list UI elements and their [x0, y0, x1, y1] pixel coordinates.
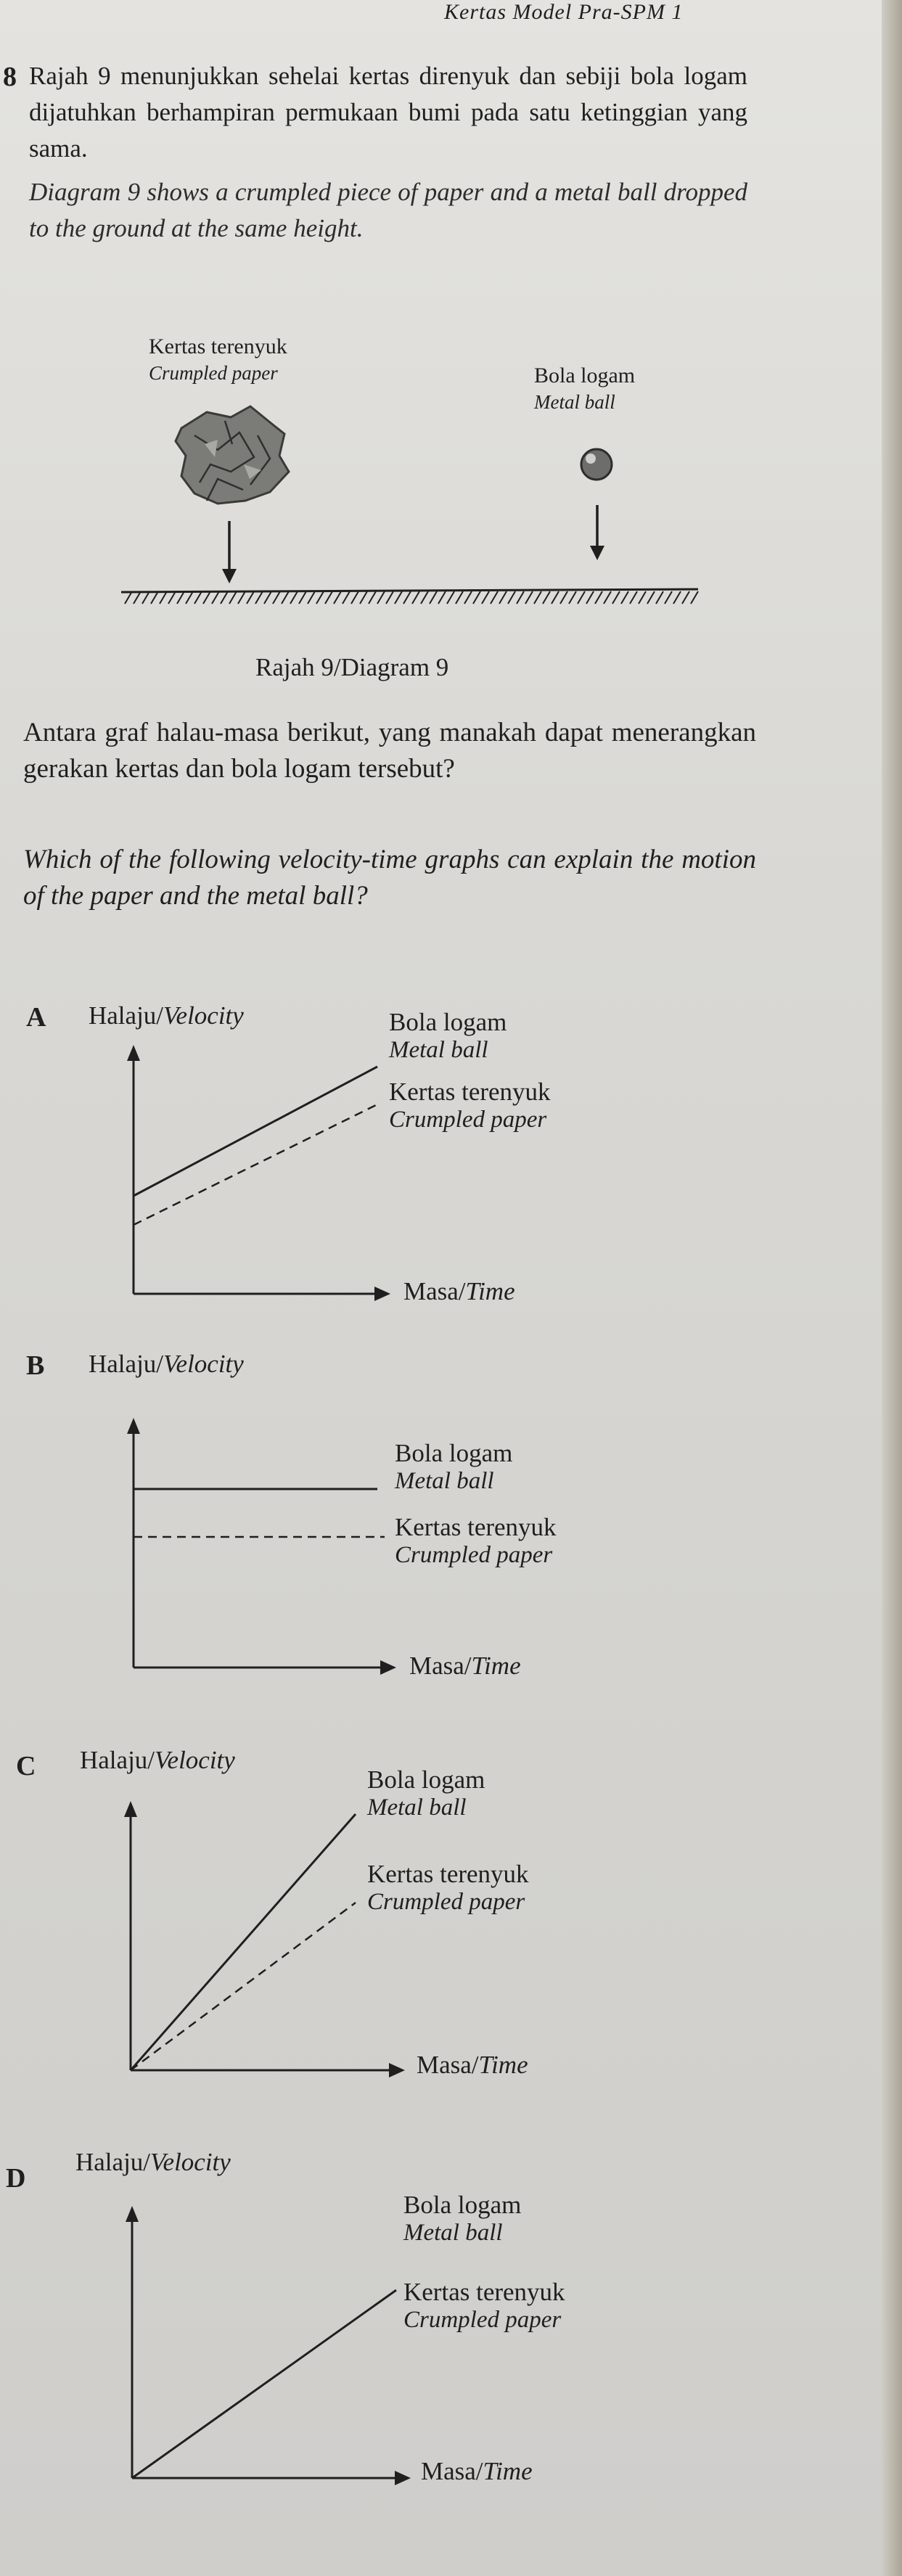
option-c-paper-label: Kertas terenyuk Crumpled paper — [367, 1860, 529, 1915]
option-d-y-axis-label: Halaju/Velocity — [75, 2148, 231, 2176]
paper-label-english: Crumpled paper — [149, 362, 278, 384]
option-d-axes — [126, 2206, 411, 2485]
question-intro-malay: Rajah 9 menunjukkan sehelai kertas direnyuk dan sebiji bola logam dijatuhkan berhampiran permukaan bumi pada satu ketinggian yang sama. — [29, 62, 747, 163]
option-c-letter[interactable]: C — [16, 1751, 36, 1781]
option-c-ball-label: Bola logam Metal ball — [367, 1765, 485, 1821]
option-d-paper-label: Kertas terenyuk Crumpled paper — [403, 2278, 565, 2333]
option-a-paper-label: Kertas terenyuk Crumpled paper — [389, 1078, 551, 1133]
option-a-y-axis-label: Halaju/Velocity — [89, 1001, 244, 1030]
option-d-ball-label: Bola logam Metal ball — [403, 2191, 522, 2246]
option-c-x-axis-label: Masa/Time — [417, 2051, 528, 2079]
option-d-x-axis-label: Masa/Time — [421, 2457, 533, 2485]
question-prompt-malay: Antara graf halau-masa berikut, yang manakah dapat menerangkan gerakan kertas dan bola logam tersebut? — [23, 718, 756, 784]
option-b-paper-label: Kertas terenyuk Crumpled paper — [395, 1513, 557, 1568]
option-c-y-axis-label: Halaju/Velocity — [80, 1746, 235, 1774]
option-a-ball-label: Bola logam Metal ball — [389, 1008, 507, 1063]
option-a-letter[interactable]: A — [26, 1002, 46, 1033]
paper-label-malay: Kertas terenyuk — [149, 335, 287, 358]
ball-label-english: Metal ball — [534, 391, 615, 413]
option-b-x-axis-label: Masa/Time — [409, 1652, 521, 1680]
option-b-y-axis-label: Halaju/Velocity — [89, 1350, 244, 1378]
option-a-x-axis-label: Masa/Time — [403, 1277, 515, 1305]
question-intro-english: Diagram 9 shows a crumpled piece of paper and a metal ball dropped to the ground at the same height. — [29, 178, 747, 242]
option-d-ball-line — [132, 2290, 396, 2478]
option-b-ball-label: Bola logam Metal ball — [395, 1439, 513, 1494]
ball-label-malay: Bola logam — [534, 364, 636, 387]
page-header: Kertas Model Pra-SPM 1 — [444, 0, 684, 24]
question-prompt-english: Which of the following velocity-time graphs can explain the motion of the paper and the metal ball? — [23, 845, 756, 911]
diagram-caption: Rajah 9/Diagram 9 — [255, 653, 449, 681]
option-b-letter[interactable]: B — [26, 1350, 45, 1381]
question-number: 8 — [3, 62, 17, 92]
option-d-letter[interactable]: D — [6, 2163, 26, 2194]
